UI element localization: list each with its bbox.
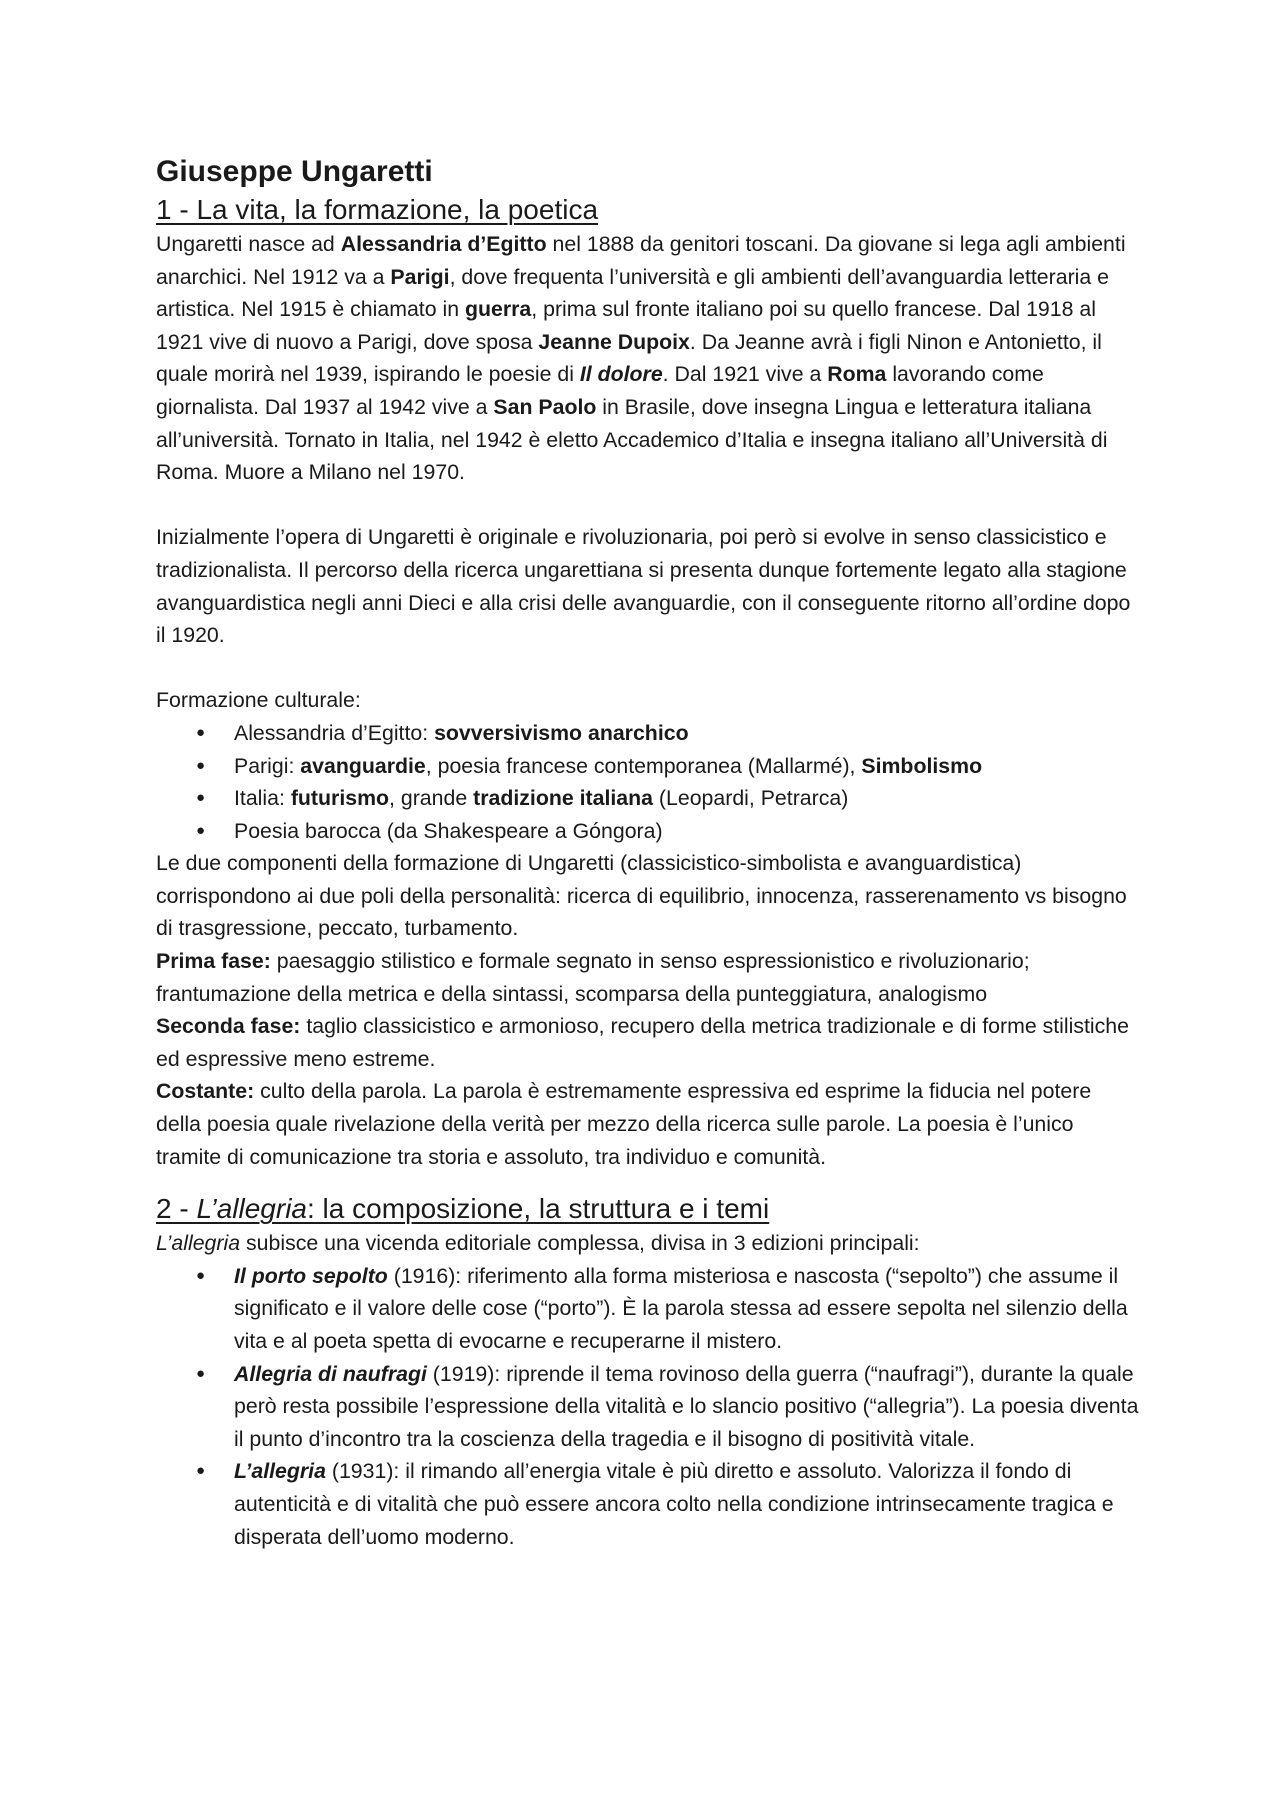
formation-list xyxy=(156,717,1141,847)
formation-item: ● Italia: futurismo, grande tradizione italiana (Leopardi, Petrarca) xyxy=(156,782,1141,815)
phase-second: Seconda fase: taglio classicistico e armonioso, recupero della metrica tradizionale e di forme stilistiche ed espressive meno estreme. xyxy=(156,1014,1129,1071)
phase-first: Prima fase: paesaggio stilistico e formale segnato in senso espressionistico e rivoluzionario; frantumazione della metrica e della sintassi, scomparsa della punteggiatura, analogismo xyxy=(156,949,1030,1006)
biography-paragraph: Ungaretti nasce ad Alessandria d’Egitto nel 1888 da genitori toscani. Da giovane si lega agli ambienti anarchici. Nel 1912 va a Parigi, dove frequenta l’università e gli ambienti dell’avanguardia letteraria e artistica. Nel 1915 è chiamato in guerra, prima sul fronte italiano poi su quello francese. Dal 1918 al 1921 vive di nuovo a Parigi, dove sposa Jeanne Dupoix. Da Jeanne avrà i figli Ninon e Antonietto, il quale morirà nel 1939, ispirando le poesie di Il dolore. Dal 1921 vive a Roma lavorando come giornalista. Dal 1937 al 1942 vive a San Paolo in Brasile, dove insegna Lingua e letteratura italiana all’università. Tornato in Italia, nel 1942 è eletto Accademico d’Italia e insegna italiano all’Università di Roma. Muore a Milano nel 1970. xyxy=(156,232,1126,485)
document-title: Giuseppe Ungaretti xyxy=(156,155,433,188)
formation-item: ● Parigi: avanguardie, poesia francese contemporanea (Mallarmé), Simbolismo xyxy=(156,750,1141,783)
section-1-heading: 1 - La vita, la formazione, la poetica xyxy=(156,194,599,225)
editions-intro: L’allegria subisce una vicenda editoriale complessa, divisa in 3 edizioni principali: xyxy=(156,1231,920,1256)
components-paragraph: Le due componenti della formazione di Ungaretti (classicistico-simbolista e avanguardistica) corrispondono ai due poli della personalità: ricerca di equilibrio, innocenza, rasserenamento vs bisogno di trasgressione, peccato, turbamento. xyxy=(156,851,1127,941)
formation-item: ● Alessandria d’Egitto: sovversivismo anarchico xyxy=(156,717,1141,750)
editions-list xyxy=(156,1260,1141,1553)
phase-label: Costante: xyxy=(156,1079,255,1104)
formation-item: ● Poesia barocca (da Shakespeare a Góngora) xyxy=(156,815,1141,848)
edition-item: ● Il porto sepolto (1916): riferimento alla forma misteriosa e nascosta (“sepolto”) che assume il significato e il valore delle cose (“porto”). È la parola stessa ad essere sepolta nel silenzio della vita e al poeta spetta di evocarne e recuperarne il mistero. xyxy=(156,1260,1141,1358)
edition-item: ● L’allegria (1931): il rimando all’energia vitale è più diretto e assoluto. Valorizza il fondo di autenticità e di vitalità che può essere ancora colto nella condizione intrinsecamente tragica e disperata dell’uomo moderno. xyxy=(156,1455,1141,1553)
document-page xyxy=(156,152,1141,1553)
phase-label: Seconda fase: xyxy=(156,1014,301,1039)
section-2-heading: 2 - L’allegria: la composizione, la struttura e i temi xyxy=(156,1193,770,1225)
formation-label: Formazione culturale: xyxy=(156,688,361,713)
poetics-intro-paragraph: Inizialmente l’opera di Ungaretti è originale e rivoluzionaria, poi però si evolve in senso classicistico e tradizionalista. Il percorso della ricerca ungarettiana si presenta dunque fortemente legato alla stagione avanguardistica negli anni Dieci e alla crisi delle avanguardie, con il conseguente ritorno all’ordine dopo il 1920. xyxy=(156,525,1131,648)
phase-label: Prima fase: xyxy=(156,949,271,974)
phase-constant: Costante: culto della parola. La parola è estremamente espressiva ed esprime la fiducia nel potere della poesia quale rivelazione della verità per mezzo della ricerca sulle parole. La poesia è l’unico tramite di comunicazione tra storia e assoluto, tra individuo e comunità. xyxy=(156,1079,1092,1169)
edition-item: ● Allegria di naufragi (1919): riprende il tema rovinoso della guerra (“naufragi”), durante la quale però resta possibile l’espressione della vitalità e lo slancio positivo (“allegria”). La poesia diventa il punto d’incontro tra la coscienza della tragedia e il bisogno di positività vitale. xyxy=(156,1358,1141,1456)
